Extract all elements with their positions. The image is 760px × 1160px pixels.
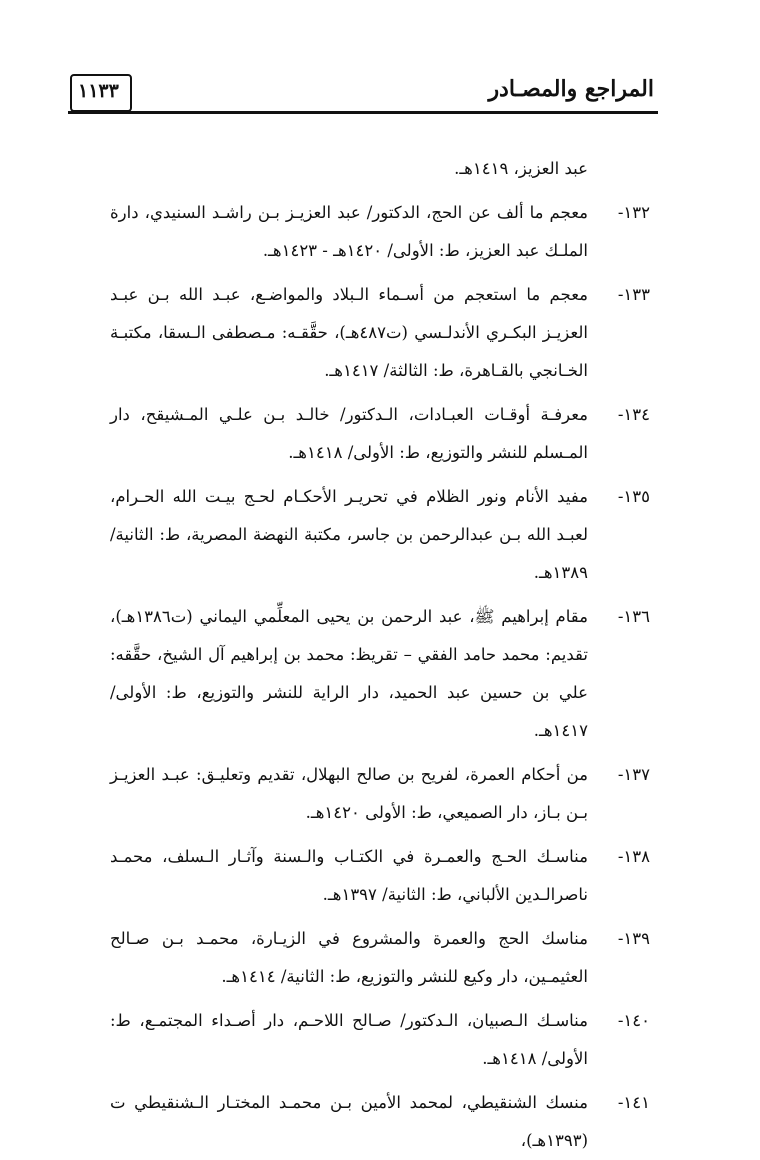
entries-container: [110, 194, 650, 1160]
header-rule: [68, 111, 658, 114]
entry-number: ١٤٠-: [617, 1011, 650, 1030]
entry-text: معجم ما استعجم من أسـماء الـبلاد والمواضـع، عبـد الله بـن عبـد العزيـز البكـري الأندلـسي (ت٤٨٧هـ)، حقَّقـه: مـصطفى الـسقا، مكتبـة الخـانجي بالقـاهرة، ط: الثالثة/ ١٤١٧هـ.: [110, 285, 588, 380]
reference-entry: [110, 396, 650, 472]
entry-text: من أحكام العمرة، لفريح بن صالح البهلال، تقديم وتعليـق: عبـد العزيـز بـن بـاز، دار الصميعي، ط: الأولى ١٤٢٠هـ.: [110, 765, 588, 822]
entry-text: مناسـك الـصبيان، الـدكتور/ صـالح اللاحـم، دار أصـداء المجتمـع، ط: الأولى/ ١٤١٨هـ.: [110, 1011, 588, 1068]
entry-number: ١٣٣-: [617, 285, 650, 304]
entry-number: ١٣٢-: [617, 203, 650, 222]
entry-number: ١٤١-: [617, 1093, 650, 1112]
entry-number: ١٣٧-: [617, 765, 650, 784]
entry-text: معرفـة أوقـات العبـادات، الـدكتور/ خالـد بـن علـي المـشيقح، دار المـسلم للنشر والتوزيع، ط: الأولى/ ١٤١٨هـ.: [110, 405, 588, 462]
entry-number: ١٣٤-: [617, 405, 650, 424]
reference-entry: [110, 276, 650, 390]
entry-text: منسك الشنقيطي، لمحمد الأمين بـن محمـد المختـار الـشنقيطي ت (١٣٩٣هـ)،: [110, 1093, 588, 1150]
running-title: المراجع والمصـادر: [488, 76, 654, 102]
entry-text: مناسـك الحـج والعمـرة في الكتـاب والـسنة وآثـار الـسلف، محمـد ناصرالـدين الألباني، ط: الثانية/ ١٣٩٧هـ.: [110, 847, 588, 904]
page-header: [68, 70, 658, 114]
entry-number: ١٣٦-: [617, 607, 650, 626]
reference-entry: [110, 1002, 650, 1078]
reference-entry: [110, 920, 650, 996]
entry-number: ١٣٨-: [617, 847, 650, 866]
reference-entry: [110, 194, 650, 270]
entry-text: مقام إبراهيم ﷺ، عبد الرحمن بن يحيى المعلِّمي اليماني (ت١٣٨٦هـ)، تقديم: محمد حامد الفقي – تقريظ: محمد بن إبراهيم آل الشيخ، حقَّقه: علي بن حسين عبد الحميد، دار الراية للنشر والتوزيع، ط: الأولى/ ١٤١٧هـ.: [110, 607, 588, 740]
entry-text: مناسك الحج والعمرة والمشروع في الزيـارة، محمـد بـن صـالح العثيمـين، دار وكيع للنشر والتوزيع، ط: الثانية/ ١٤١٤هـ.: [110, 929, 588, 986]
reference-entry: [110, 838, 650, 914]
entry-number: ١٣٩-: [617, 929, 650, 948]
entry-text: معجم ما ألف عن الحج، الدكتور/ عبد العزيـز بـن راشـد السنيدي، دارة الملـك عبد العزيز، ط: الأولى/ ١٤٢٠هـ - ١٤٢٣هـ.: [110, 203, 588, 260]
reference-entry: [110, 1084, 650, 1160]
continuation-text: عبد العزيز، ١٤١٩هـ.: [454, 159, 588, 178]
references-list: [110, 150, 650, 1160]
reference-entry: [110, 598, 650, 750]
reference-entry: [110, 756, 650, 832]
entry-number: ١٣٥-: [617, 487, 650, 506]
entry-text: مفيد الأنام ونور الظلام في تحريـر الأحكـام لحـج بيـت الله الحـرام، لعبـد الله بـن عبدالرحمن بن جاسر، مكتبة النهضة المصرية، ط: الثانية/ ١٣٨٩هـ.: [110, 487, 588, 582]
page-number: ١١٣٣: [78, 80, 119, 102]
reference-entry: [110, 478, 650, 592]
